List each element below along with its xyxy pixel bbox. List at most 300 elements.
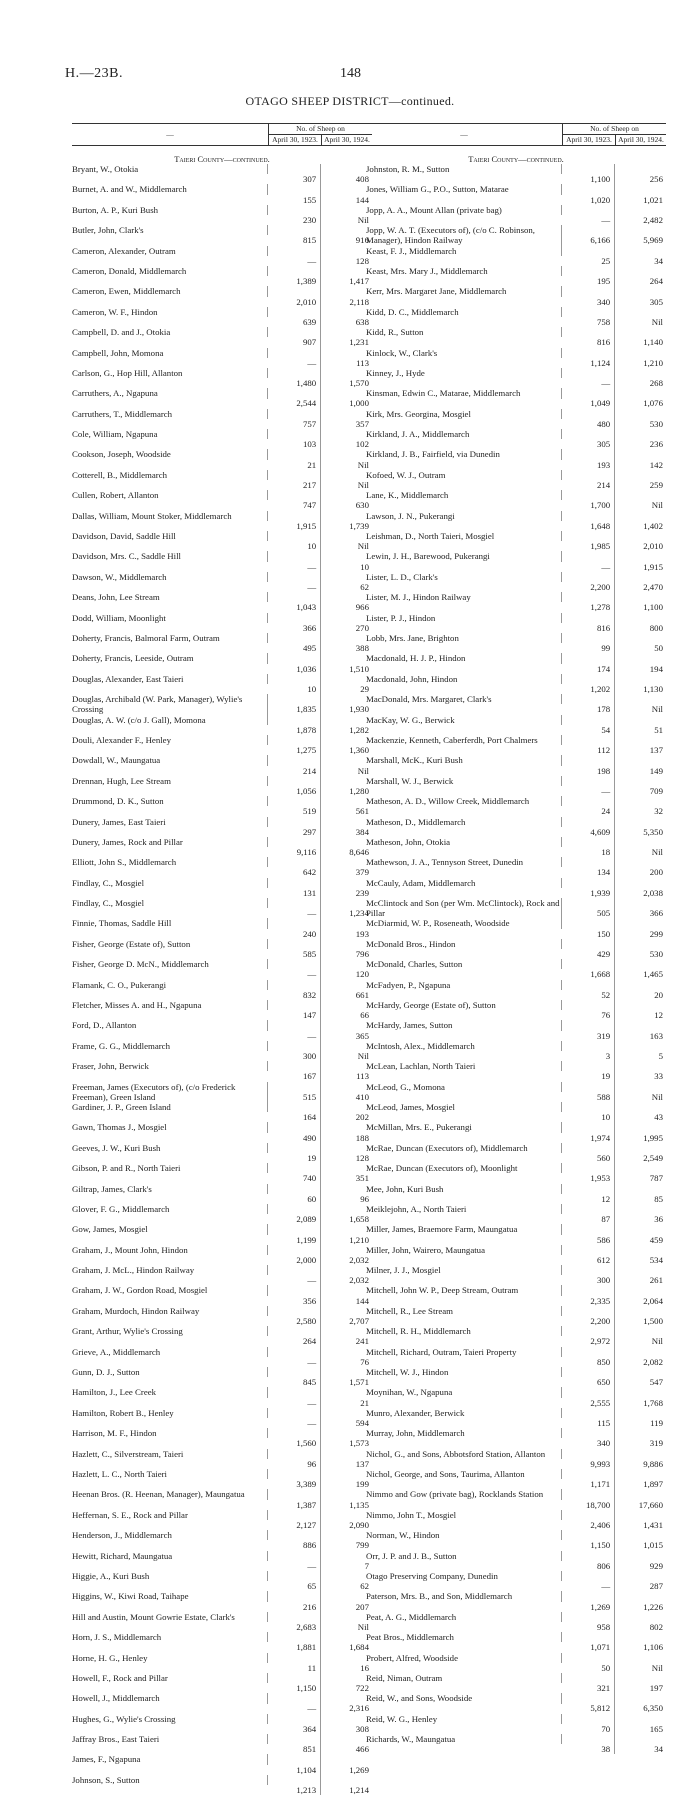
owner-name: McDonald, Charles, Sutton xyxy=(366,959,562,969)
sheep-1924: 119 xyxy=(650,1418,663,1429)
sheep-1923: 12 xyxy=(562,1184,615,1204)
owner-name: Hughes, G., Wylie's Crossing xyxy=(72,1714,268,1724)
owner-name: Munro, Alexander, Berwick xyxy=(366,1408,562,1418)
sheep-1924: 32 xyxy=(654,806,663,817)
sheep-1924: Nil xyxy=(357,459,369,470)
table-row xyxy=(366,1000,666,1020)
table-row xyxy=(366,1163,666,1183)
table-row xyxy=(72,1693,372,1713)
sheep-1924: 1,897 xyxy=(643,1479,663,1490)
sheep-1923: 340 xyxy=(562,286,615,306)
sheep-1924: 236 xyxy=(649,439,663,450)
table-row xyxy=(366,613,666,633)
sheep-1923: 2,580 xyxy=(268,1306,321,1326)
owner-name: MacKay, W. G., Berwick xyxy=(366,715,562,725)
owner-name: James, F., Ngapuna xyxy=(72,1754,268,1764)
sheep-1924: 268 xyxy=(649,378,663,389)
table-row xyxy=(72,286,372,306)
sheep-1923: 364 xyxy=(268,1714,321,1734)
sheep-1923: 1,985 xyxy=(562,531,615,551)
sheep-1923: 240 xyxy=(268,918,321,938)
owner-name: McRae, Duncan (Executors of), Middlemarch xyxy=(366,1143,562,1153)
sheep-1923: 2,200 xyxy=(562,572,615,592)
sheep-1923: 958 xyxy=(562,1612,615,1632)
owner-name: Drummond, D. K., Sutton xyxy=(72,796,268,806)
owner-name: Gibson, P. and R., North Taieri xyxy=(72,1163,268,1173)
sheep-1924: 1,768 xyxy=(643,1397,663,1408)
owner-name: Nichol, G., and Sons, Abbotsford Station, Allanton xyxy=(366,1449,562,1459)
sheep-1924: 308 xyxy=(355,1723,369,1734)
table-row xyxy=(366,266,666,286)
sheep-1923: 99 xyxy=(562,633,615,653)
table-row xyxy=(366,1428,666,1448)
owner-name: Kinlock, W., Clark's xyxy=(366,348,562,358)
col-1923-head: April 30, 1923. xyxy=(269,135,322,146)
table-row xyxy=(72,572,372,592)
sheep-1923: 1,560 xyxy=(268,1428,321,1448)
sheep-1924: 1,076 xyxy=(643,398,663,409)
sheep-1924: 163 xyxy=(649,1030,663,1041)
sheep-1924: 199 xyxy=(355,1479,369,1490)
sheep-1924: 264 xyxy=(649,276,663,287)
table-row xyxy=(366,1530,666,1550)
table-row xyxy=(366,1020,666,1040)
sheep-1923: — xyxy=(562,551,615,571)
table-row xyxy=(366,735,666,755)
sheep-1924: 2,470 xyxy=(643,582,663,592)
sheep-1923: 9,116 xyxy=(268,837,321,857)
sheep-1924: 1,500 xyxy=(643,1316,663,1327)
sheep-1924: 66 xyxy=(360,1010,369,1021)
sheep-1923: 214 xyxy=(562,470,615,490)
table-row xyxy=(366,551,666,571)
sheep-1923: 70 xyxy=(562,1714,615,1734)
table-row xyxy=(366,674,666,694)
owner-name: Macdonald, H. J. P., Hindon xyxy=(366,653,562,663)
table-row xyxy=(72,796,372,816)
owner-name: Hill and Austin, Mount Gowrie Estate, Clark's xyxy=(72,1612,268,1622)
sheep-1923: 1,269 xyxy=(562,1591,615,1611)
owner-name: Dunery, James, East Taieri xyxy=(72,817,268,827)
sheep-1924: 1,402 xyxy=(643,520,663,531)
sheep-1924: 966 xyxy=(355,602,369,613)
sheep-1924: 1,210 xyxy=(643,357,663,368)
owner-name: Kirkland, J. A., Middlemarch xyxy=(366,429,562,439)
owner-name: Deans, John, Lee Stream xyxy=(72,592,268,602)
sheep-1924: 366 xyxy=(649,908,663,919)
sheep-1924: 7 xyxy=(364,1560,369,1571)
sheep-1923: — xyxy=(268,1408,321,1428)
sheep-1924: 1,140 xyxy=(643,337,663,348)
owner-name: Miller, John, Wairero, Maungatua xyxy=(366,1245,562,1255)
sheep-1923: 2,200 xyxy=(562,1306,615,1326)
sheep-1924: 128 xyxy=(355,255,369,266)
table-row xyxy=(72,715,372,735)
sheep-1924: 379 xyxy=(355,867,369,878)
sheep-1924: 638 xyxy=(355,316,369,327)
sheep-1923: 845 xyxy=(268,1367,321,1387)
sheep-1924: 241 xyxy=(355,1336,369,1347)
sheep-1924: 197 xyxy=(649,1683,663,1694)
sheep-1924: 1,021 xyxy=(643,194,663,205)
sheep-1923: 2,089 xyxy=(268,1204,321,1224)
sheep-1924: 5,969 xyxy=(643,235,663,246)
table-row xyxy=(366,286,666,306)
sheep-1924: 12 xyxy=(654,1010,663,1021)
owner-name: Harrison, M. F., Hindon xyxy=(72,1428,268,1438)
owner-name: Lewin, J. H., Barewood, Pukerangi xyxy=(366,551,562,561)
table-row xyxy=(366,1632,666,1652)
owner-name: Richards, W., Maungatua xyxy=(366,1734,562,1744)
owner-name: Reid, Niman, Outram xyxy=(366,1673,562,1683)
sheep-1923: 297 xyxy=(268,817,321,837)
sheep-1923: 816 xyxy=(562,327,615,347)
table-row xyxy=(72,551,372,571)
table-row xyxy=(72,674,372,694)
sheep-1923: 178 xyxy=(562,694,615,714)
owner-name: Miller, James, Braemore Farm, Maungatua xyxy=(366,1224,562,1234)
sheep-1924: 17,660 xyxy=(638,1499,663,1510)
sheep-1923: 1,043 xyxy=(268,592,321,612)
table-row xyxy=(72,1367,372,1387)
sheep-group-head: No. of Sheep on xyxy=(269,124,373,135)
sheep-1923: 1,387 xyxy=(268,1489,321,1509)
sheep-1924: 113 xyxy=(356,1071,369,1082)
owner-name: Bryant, W., Otokia xyxy=(72,164,268,174)
sheep-1924: Nil xyxy=(651,1662,663,1673)
sheep-1923: 2,000 xyxy=(268,1245,321,1265)
table-row xyxy=(366,817,666,837)
sheep-1923: 131 xyxy=(268,878,321,898)
table-row xyxy=(366,164,666,184)
table-row xyxy=(72,633,372,653)
sheep-1924: 1,231 xyxy=(349,337,369,348)
owner-name: Kinsman, Edwin C., Matarae, Middlemarch xyxy=(366,388,562,398)
owner-name: Cole, William, Ngapuna xyxy=(72,429,268,439)
table-row xyxy=(366,1285,666,1305)
owner-name: Kidd, R., Sutton xyxy=(366,327,562,337)
sheep-1923: 150 xyxy=(562,918,615,938)
sheep-1923: — xyxy=(268,572,321,592)
sheep-1924: 2,038 xyxy=(643,887,663,898)
sheep-1923: 19 xyxy=(562,1061,615,1081)
sheep-1924: 62 xyxy=(360,1581,369,1592)
sheep-1923: 65 xyxy=(268,1571,321,1591)
owner-name: Matheson, A. D., Willow Creek, Middlemarch xyxy=(366,796,562,806)
owner-name: Hamilton, Robert B., Henley xyxy=(72,1408,268,1418)
sheep-1923: 2,010 xyxy=(268,286,321,306)
sheep-1923: 112 xyxy=(562,735,615,755)
table-row xyxy=(366,1551,666,1571)
owner-name: Reid, W. G., Henley xyxy=(366,1714,562,1724)
owner-name: Douli, Alexander F., Henley xyxy=(72,735,268,745)
sheep-1923: 103 xyxy=(268,429,321,449)
col-1924-head: April 30, 1924. xyxy=(322,135,373,146)
sheep-1923: 1,124 xyxy=(562,348,615,368)
right-column-header xyxy=(366,123,666,146)
sheep-1924: 96 xyxy=(360,1193,369,1204)
owner-name: Moynihan, W., Ngapuna xyxy=(366,1387,562,1397)
sheep-1923: 38 xyxy=(562,1734,615,1754)
sheep-1923: 650 xyxy=(562,1367,615,1387)
sheep-1924: 149 xyxy=(649,765,663,776)
sheep-1924: 661 xyxy=(355,989,369,1000)
sheep-1924: 36 xyxy=(654,1214,663,1225)
sheep-1923: 6,166 xyxy=(562,225,615,245)
table-row xyxy=(72,898,372,918)
table-row xyxy=(366,1734,666,1754)
owner-name: Nimmo and Gow (private bag), Rocklands Station xyxy=(366,1489,562,1499)
table-row xyxy=(72,307,372,327)
sheep-1923: 1,150 xyxy=(268,1673,321,1693)
owner-name: Frame, G. G., Middlemarch xyxy=(72,1041,268,1051)
sheep-1924: 796 xyxy=(355,949,369,960)
table-row xyxy=(72,1143,372,1163)
owner-name: Kofoed, W. J., Outram xyxy=(366,470,562,480)
table-row xyxy=(72,1163,372,1183)
sheep-1924: 120 xyxy=(355,969,369,980)
sheep-1924: 1,571 xyxy=(349,1377,369,1388)
sheep-1923: 198 xyxy=(562,755,615,775)
sheep-1923: 164 xyxy=(268,1102,321,1122)
owner-name: Meiklejohn, A., North Taieri xyxy=(366,1204,562,1214)
owner-name: Dunery, James, Rock and Pillar xyxy=(72,837,268,847)
table-row xyxy=(72,368,372,388)
table-row xyxy=(366,1306,666,1326)
owner-name: McMillan, Mrs. E., Pukerangi xyxy=(366,1122,562,1132)
sheep-1924: 1,210 xyxy=(349,1234,369,1245)
owner-name: Probert, Alfred, Woodside xyxy=(366,1653,562,1663)
sheep-1923: 3,389 xyxy=(268,1469,321,1489)
sheep-1923: 1,056 xyxy=(268,776,321,796)
sheep-group-head: No. of Sheep on xyxy=(563,124,667,135)
owner-name: Mathewson, J. A., Tennyson Street, Dunedin xyxy=(366,857,562,867)
owner-name: Macdonald, John, Hindon xyxy=(366,674,562,684)
sheep-1923: 19 xyxy=(268,1143,321,1163)
owner-name: Peat, A. G., Middlemarch xyxy=(366,1612,562,1622)
sheep-1924: 1,269 xyxy=(349,1764,369,1775)
owner-name: Lister, P. J., Hindon xyxy=(366,613,562,623)
left-column-header xyxy=(72,123,372,146)
sheep-1924: 1,573 xyxy=(349,1438,369,1449)
owner-name: McDiarmid, W. P., Roseneath, Woodside xyxy=(366,918,562,928)
table-row xyxy=(366,592,666,612)
sheep-1923: 134 xyxy=(562,857,615,877)
table-row xyxy=(72,755,372,775)
sheep-1923: 560 xyxy=(562,1143,615,1163)
owner-name: McLeod, James, Mosgiel xyxy=(366,1102,562,1112)
sheep-1924: 2,064 xyxy=(643,1295,663,1306)
owner-name: Henderson, J., Middlemarch xyxy=(72,1530,268,1540)
sheep-1923: 1,480 xyxy=(268,368,321,388)
col-1923-head: April 30, 1923. xyxy=(563,135,616,146)
table-row xyxy=(366,572,666,592)
sheep-1924: 1,226 xyxy=(643,1601,663,1612)
table-row xyxy=(366,1673,666,1693)
sheep-1923: 60 xyxy=(268,1184,321,1204)
table-row xyxy=(366,1102,666,1122)
sheep-1923: 850 xyxy=(562,1347,615,1367)
owner-name: Horne, H. G., Henley xyxy=(72,1653,268,1663)
sheep-1924: 9,886 xyxy=(643,1458,663,1469)
sheep-1923: 816 xyxy=(562,613,615,633)
sheep-1923: — xyxy=(562,776,615,796)
sheep-1923: 1,668 xyxy=(562,959,615,979)
owner-name: Leishman, D., North Taieri, Mosgiel xyxy=(366,531,562,541)
table-row xyxy=(72,1204,372,1224)
sheep-1924: 530 xyxy=(649,418,663,429)
table-row xyxy=(366,1408,666,1428)
owner-name: Campbell, John, Momona xyxy=(72,348,268,358)
sheep-1924: 33 xyxy=(654,1071,663,1082)
sheep-1924: 709 xyxy=(649,785,663,796)
table-row xyxy=(72,1224,372,1244)
sheep-1924: 2,010 xyxy=(643,541,663,552)
table-row xyxy=(72,1020,372,1040)
sheep-1924: Nil xyxy=(651,316,663,327)
table-row xyxy=(366,980,666,1000)
owner-name: Peat Bros., Middlemarch xyxy=(366,1632,562,1642)
owner-name: Higgie, A., Kuri Bush xyxy=(72,1571,268,1581)
sheep-1924: 1,417 xyxy=(349,276,369,287)
sheep-1924: 2,032 xyxy=(349,1275,369,1286)
sheep-1924: 5 xyxy=(658,1050,663,1061)
table-row xyxy=(366,531,666,551)
sheep-1924: 547 xyxy=(649,1377,663,1388)
table-row xyxy=(366,959,666,979)
sheep-1923: 815 xyxy=(268,225,321,245)
sheep-1923: 1,202 xyxy=(562,674,615,694)
sheep-1923: — xyxy=(268,1693,321,1713)
sheep-1924: 50 xyxy=(654,643,663,654)
owner-name: Keast, F. J., Middlemarch xyxy=(366,246,562,256)
sheep-1923: — xyxy=(268,1347,321,1367)
owner-name: Mackenzie, Kenneth, Caberferdh, Port Chalmers xyxy=(366,735,562,745)
table-row xyxy=(72,817,372,837)
table-row xyxy=(366,1041,666,1061)
table-row xyxy=(72,1285,372,1305)
owner-name: Kinney, J., Hyde xyxy=(366,368,562,378)
owner-name: Cameron, Donald, Middlemarch xyxy=(72,266,268,276)
sheep-1924: 357 xyxy=(355,418,369,429)
table-row xyxy=(366,694,666,714)
sheep-1924: 20 xyxy=(654,989,663,1000)
table-row xyxy=(72,511,372,531)
table-row xyxy=(72,266,372,286)
sheep-1923: 1,171 xyxy=(562,1469,615,1489)
owner-name: Marshall, W. J., Berwick xyxy=(366,776,562,786)
sheep-1924: 2,090 xyxy=(349,1519,369,1530)
table-row xyxy=(72,1469,372,1489)
sheep-1924: Nil xyxy=(357,480,369,491)
table-row xyxy=(366,776,666,796)
table-row xyxy=(72,490,372,510)
sheep-1923: — xyxy=(268,959,321,979)
sheep-1923: 217 xyxy=(268,470,321,490)
table-row xyxy=(366,1265,666,1285)
owner-name: Keast, Mrs. Mary J., Middlemarch xyxy=(366,266,562,276)
owner-name: Milner, J. J., Mosgiel xyxy=(366,1265,562,1275)
name-column-head: — xyxy=(366,124,563,146)
owner-name: Howell, J., Middlemarch xyxy=(72,1693,268,1703)
table-row xyxy=(72,1326,372,1346)
table-row xyxy=(72,1082,372,1102)
owner-name: Findlay, C., Mosgiel xyxy=(72,898,268,908)
sheep-1923: 167 xyxy=(268,1061,321,1081)
table-row xyxy=(72,939,372,959)
table-row xyxy=(366,633,666,653)
sheep-1923: 366 xyxy=(268,613,321,633)
sheep-1924: 21 xyxy=(360,1397,369,1408)
sheep-1924: 365 xyxy=(355,1030,369,1041)
table-row xyxy=(366,511,666,531)
sheep-1924: Nil xyxy=(357,765,369,776)
owner-name: Douglas, Archibald (W. Park, Manager), Wylie's Crossing xyxy=(72,694,268,714)
sheep-1923: 5,812 xyxy=(562,1693,615,1713)
table-row xyxy=(366,715,666,735)
sheep-1924: 1,570 xyxy=(349,378,369,389)
sheep-1923: 96 xyxy=(268,1449,321,1469)
sheep-1923: 1,199 xyxy=(268,1224,321,1244)
sheep-1923: 10 xyxy=(268,674,321,694)
sheep-1923: — xyxy=(562,368,615,388)
sheep-1923: 490 xyxy=(268,1122,321,1142)
sheep-1924: 194 xyxy=(649,663,663,674)
sheep-1924: Nil xyxy=(357,214,369,225)
table-row xyxy=(72,918,372,938)
sheep-1923: 147 xyxy=(268,1000,321,1020)
table-row xyxy=(366,1449,666,1469)
sheep-1923: 1,389 xyxy=(268,266,321,286)
table-row xyxy=(72,1551,372,1571)
table-row xyxy=(72,1102,372,1122)
table-row xyxy=(72,1754,372,1774)
table-row xyxy=(366,1367,666,1387)
sheep-1923: 1,036 xyxy=(268,653,321,673)
sheep-1923: 1,150 xyxy=(562,1530,615,1550)
report-reference: H.—23B. xyxy=(65,66,123,81)
sheep-1923: 612 xyxy=(562,1245,615,1265)
sheep-1924: 137 xyxy=(355,1458,369,1469)
sheep-1924: 51 xyxy=(654,724,663,735)
sheep-1923: 10 xyxy=(268,531,321,551)
table-row xyxy=(72,1510,372,1530)
sheep-1924: Nil xyxy=(357,541,369,552)
sheep-1923: 639 xyxy=(268,307,321,327)
owner-name: Freeman, James (Executors of), (c/o Frederick Freeman), Green Island xyxy=(72,1082,268,1102)
owner-name: Reid, W., and Sons, Woodside xyxy=(366,1693,562,1703)
sheep-1924: 144 xyxy=(355,1295,369,1306)
sheep-1924: Nil xyxy=(357,1050,369,1061)
sheep-1923: 740 xyxy=(268,1163,321,1183)
owner-name: Graham, J. W., Gordon Road, Mosgiel xyxy=(72,1285,268,1295)
owner-name: Carlson, G., Hop Hill, Allanton xyxy=(72,368,268,378)
sheep-1923: 305 xyxy=(562,429,615,449)
sheep-1924: 1,106 xyxy=(643,1642,663,1653)
sheep-1924: 29 xyxy=(360,683,369,694)
owner-name: Nichol, George, and Sons, Taurima, Allanton xyxy=(366,1469,562,1479)
sheep-1923: 2,544 xyxy=(268,388,321,408)
owner-name: McClintock and Son (per Wm. McClintock), Rock and Pillar xyxy=(366,898,562,918)
table-row xyxy=(72,1571,372,1591)
sheep-1924: 165 xyxy=(649,1723,663,1734)
owner-name: Cameron, Alexander, Outram xyxy=(72,246,268,256)
owner-name: Lobb, Mrs. Jane, Brighton xyxy=(366,633,562,643)
sheep-1924: Nil xyxy=(651,704,663,715)
table-row xyxy=(72,1000,372,1020)
owner-name: Johnston, R. M., Sutton xyxy=(366,164,562,174)
left-section-heading: Taieri County—continued. xyxy=(174,154,270,164)
